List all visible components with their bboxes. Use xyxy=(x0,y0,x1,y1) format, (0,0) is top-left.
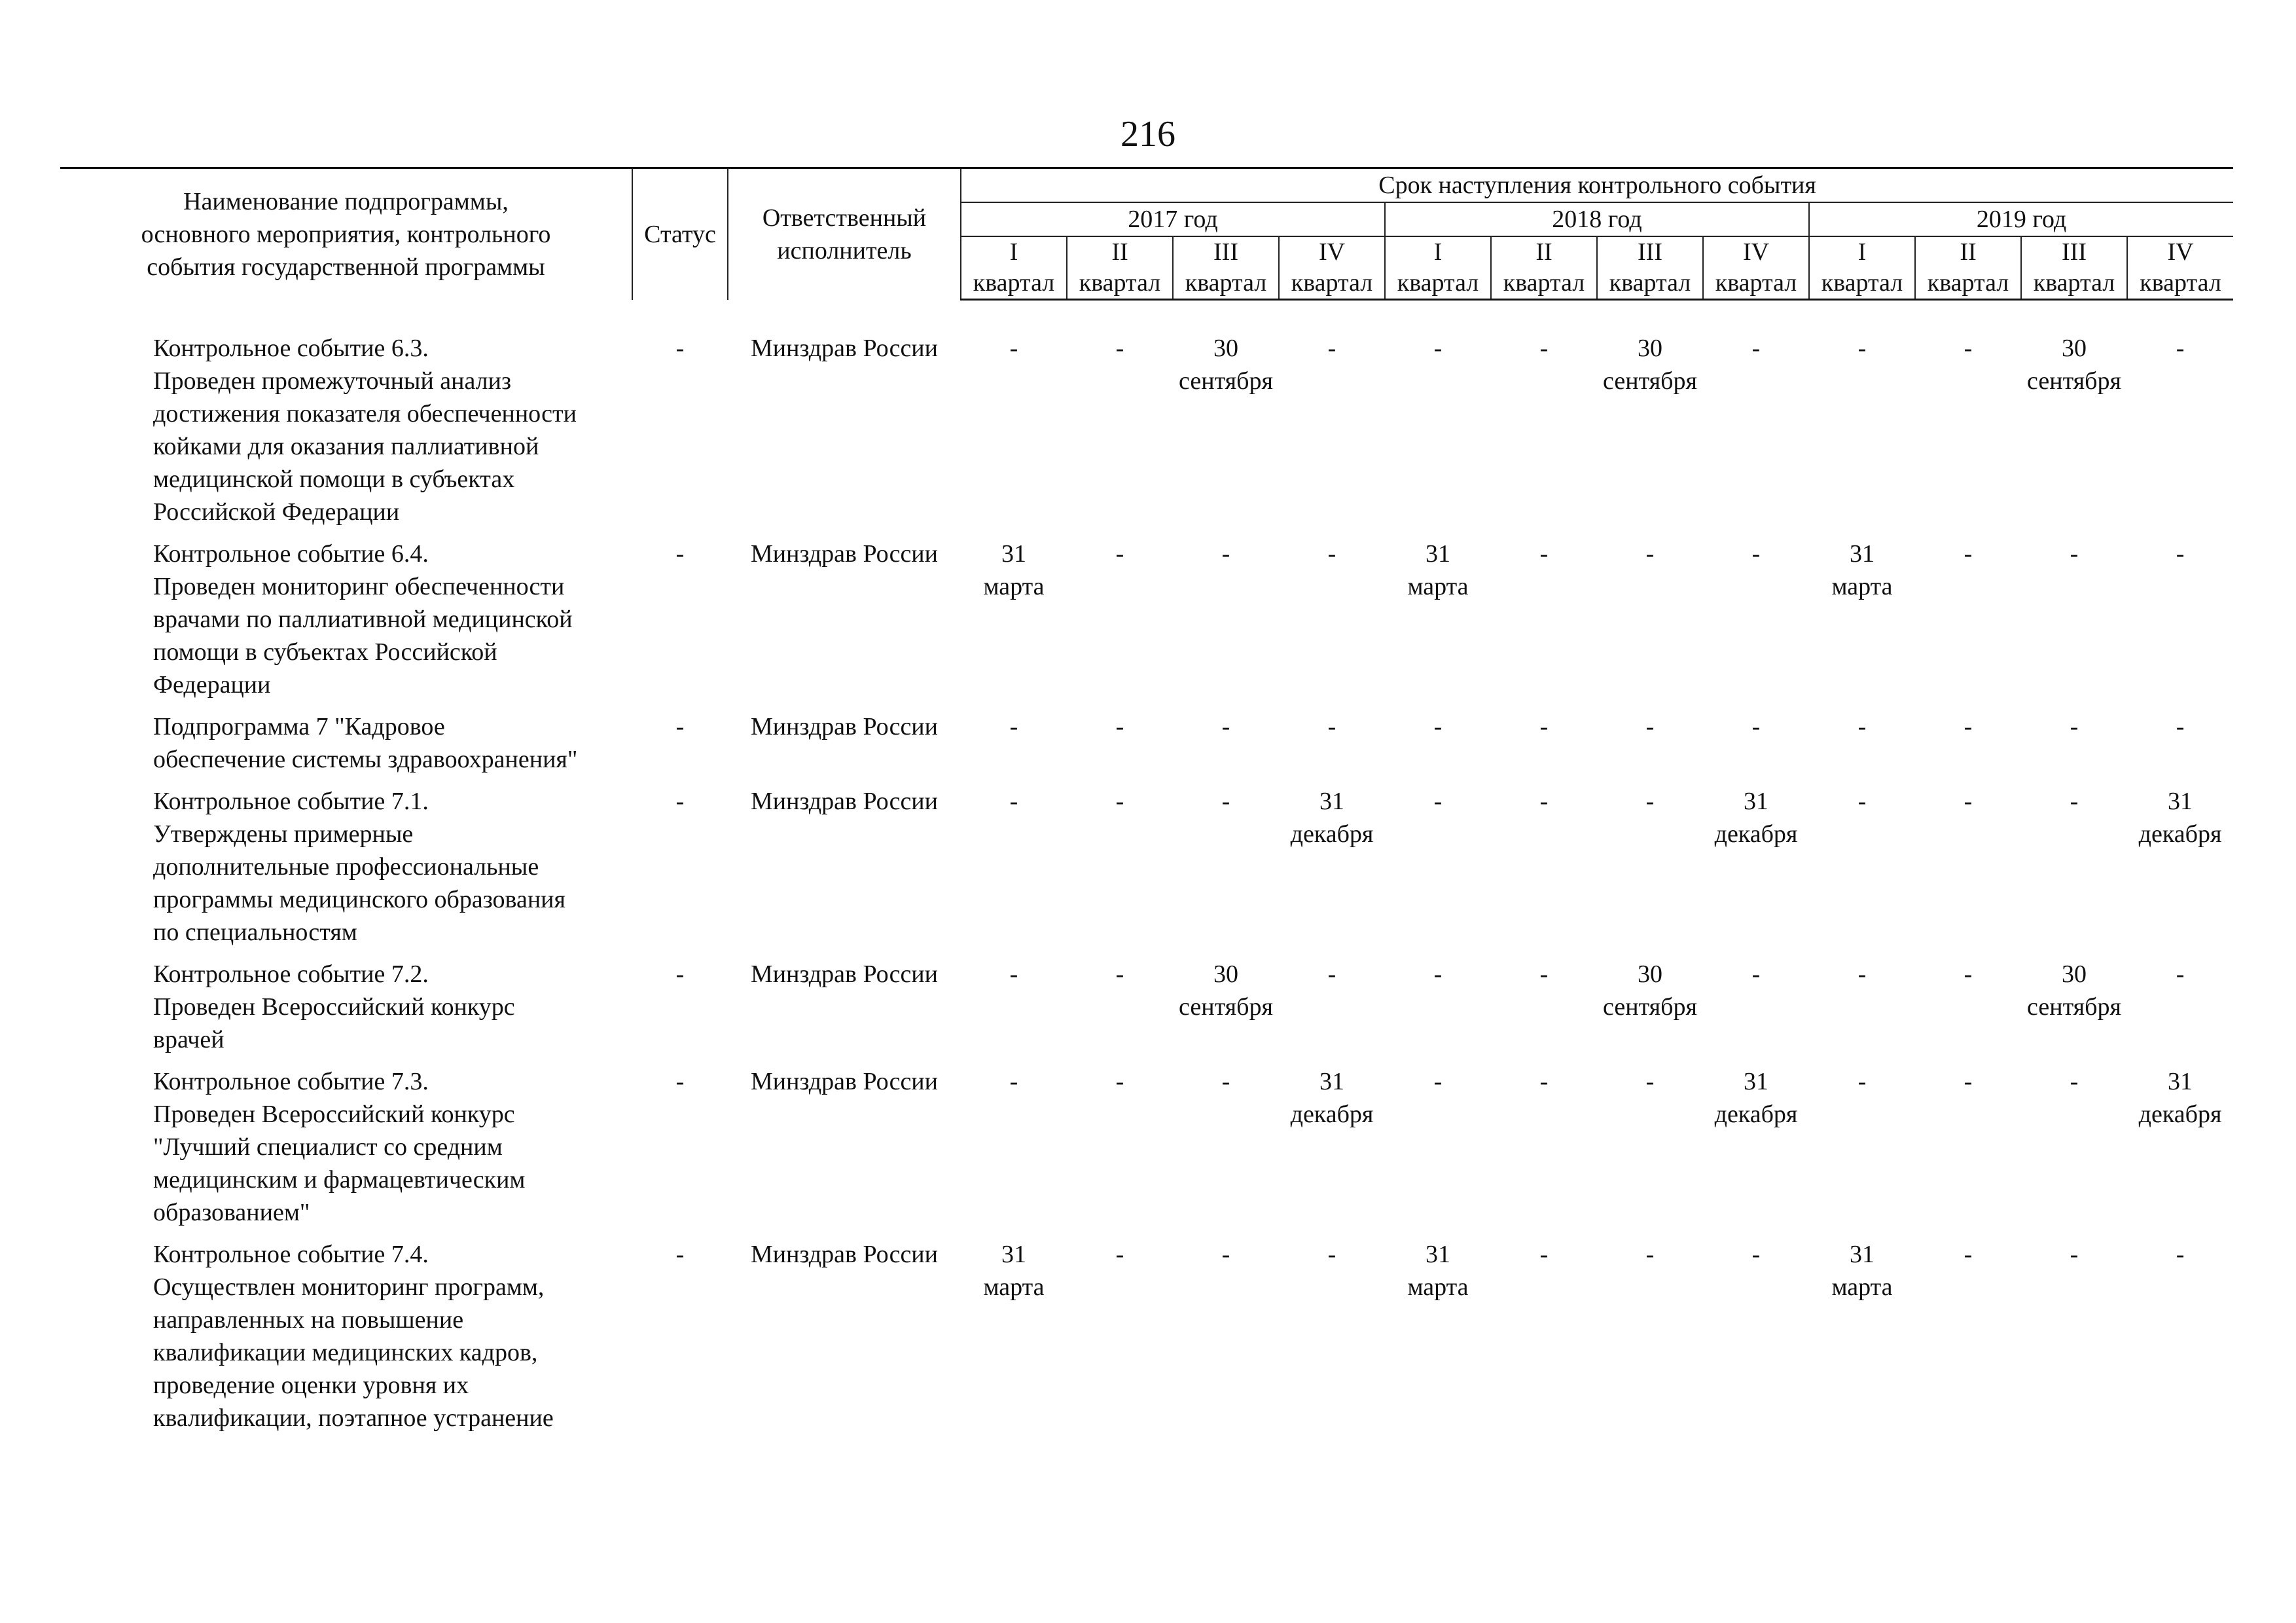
deadline-part: марта xyxy=(983,1273,1045,1301)
deadline-part: - xyxy=(1221,713,1230,740)
event-name xyxy=(60,332,632,538)
control-events-table xyxy=(60,167,2233,1444)
quarter-deadline xyxy=(1597,1238,1703,1444)
deadline-part: - xyxy=(1115,788,1124,815)
quarter-deadline xyxy=(1597,1065,1703,1238)
event-name-line: медицинской помощи в субъектах xyxy=(153,465,515,493)
event-name-line: Российской Федерации xyxy=(153,498,400,526)
deadline-part: 31 xyxy=(2168,1068,2193,1095)
event-name xyxy=(60,1238,632,1444)
quarter-deadline xyxy=(1067,785,1173,958)
event-status: - xyxy=(675,713,685,740)
deadline-part: - xyxy=(1539,540,1549,568)
quarter-deadline xyxy=(2021,538,2127,710)
quarter-deadline xyxy=(1491,1238,1597,1444)
event-name xyxy=(60,1065,632,1238)
quarter-deadline xyxy=(2127,538,2233,710)
quarter-deadline xyxy=(1809,1238,1915,1444)
event-executor: Минздрав России xyxy=(751,1068,938,1095)
deadline-part: - xyxy=(2070,540,2079,568)
quarter-deadline xyxy=(1597,710,1703,785)
deadline-part: - xyxy=(1751,335,1761,362)
quarter-numeral: III xyxy=(1597,236,1703,267)
quarter-deadline xyxy=(2127,332,2233,538)
event-name-line: программы медицинского образования xyxy=(153,886,565,913)
quarter-deadline xyxy=(1915,1065,2021,1238)
quarter-deadline xyxy=(1279,958,1385,1065)
event-name-line: образованием" xyxy=(153,1199,310,1226)
deadline-part: - xyxy=(2070,1241,2079,1268)
deadline-part: 31 xyxy=(1744,788,1768,815)
deadline-part: 31 xyxy=(1001,1241,1026,1268)
deadline-part: - xyxy=(1645,540,1655,568)
quarter-deadline xyxy=(2021,785,2127,958)
deadline-part: сентября xyxy=(1603,367,1697,395)
quarter-deadline xyxy=(1703,958,1809,1065)
deadline-part: - xyxy=(1539,335,1549,362)
deadline-part: - xyxy=(1964,1241,1973,1268)
table-row xyxy=(60,538,2233,710)
quarter-numeral: III xyxy=(1173,236,1279,267)
table-row xyxy=(60,1238,2233,1444)
deadline-part: - xyxy=(1433,335,1443,362)
deadline-part: - xyxy=(1539,1068,1549,1095)
quarter-deadline xyxy=(1703,1238,1809,1444)
deadline-part: - xyxy=(2176,713,2185,740)
deadline-part: декабря xyxy=(1290,820,1374,848)
quarter-deadline xyxy=(1809,332,1915,538)
deadline-part: - xyxy=(2176,1241,2185,1268)
deadline-part: марта xyxy=(983,573,1045,600)
deadline-part: 31 xyxy=(2168,788,2193,815)
deadline-part: 30 xyxy=(2062,960,2087,988)
event-name-line: Контрольное событие 7.3. xyxy=(153,1068,429,1095)
event-name-line: койками для оказания паллиативной xyxy=(153,433,539,460)
quarter-deadline xyxy=(1915,958,2021,1065)
deadline-part: - xyxy=(1751,960,1761,988)
event-name-line: Подпрограмма 7 "Кадровое xyxy=(153,713,445,740)
deadline-part: - xyxy=(1221,540,1230,568)
event-name xyxy=(60,538,632,710)
deadline-part: - xyxy=(1964,335,1973,362)
deadline-part: 31 xyxy=(1319,1068,1344,1095)
quarter-deadline xyxy=(961,1238,1067,1444)
quarter-deadline xyxy=(1491,332,1597,538)
event-name-line: обеспечение системы здравоохранения" xyxy=(153,746,578,773)
deadline-part: декабря xyxy=(1714,820,1798,848)
event-name-line: врачей xyxy=(153,1026,224,1053)
quarter-deadline xyxy=(1491,710,1597,785)
quarter-deadline xyxy=(1703,710,1809,785)
deadline-part: - xyxy=(2176,540,2185,568)
quarter-numeral: IV xyxy=(1279,236,1385,267)
deadline-part: - xyxy=(1857,335,1867,362)
quarter-deadline xyxy=(2127,1065,2233,1238)
quarter-deadline xyxy=(1173,332,1279,538)
event-name-line: Утверждены примерные xyxy=(153,820,414,848)
quarter-deadline xyxy=(1173,538,1279,710)
deadline-part: - xyxy=(1539,788,1549,815)
quarter-deadline xyxy=(1491,785,1597,958)
event-name xyxy=(60,710,632,785)
quarter-label: квартал xyxy=(1597,267,1703,300)
quarter-label: квартал xyxy=(1703,267,1809,300)
deadline-part: - xyxy=(1327,540,1336,568)
quarter-deadline xyxy=(1809,710,1915,785)
deadline-part: - xyxy=(1221,1068,1230,1095)
quarter-deadline xyxy=(1703,1065,1809,1238)
quarter-label: квартал xyxy=(1067,267,1173,300)
event-executor: Минздрав России xyxy=(751,788,938,815)
quarter-deadline xyxy=(1703,332,1809,538)
deadline-part: марта xyxy=(1831,1273,1893,1301)
quarter-deadline xyxy=(1173,1238,1279,1444)
event-name-line: Контрольное событие 6.4. xyxy=(153,540,429,568)
quarter-deadline xyxy=(1279,785,1385,958)
quarter-deadline xyxy=(1915,785,2021,958)
quarter-deadline xyxy=(1067,538,1173,710)
quarter-deadline xyxy=(1279,710,1385,785)
deadline-part: 31 xyxy=(1850,1241,1874,1268)
quarter-deadline xyxy=(1809,958,1915,1065)
quarter-numeral: I xyxy=(1809,236,1915,267)
deadline-part: - xyxy=(1433,713,1443,740)
quarter-deadline xyxy=(2127,1238,2233,1444)
quarter-deadline xyxy=(1703,538,1809,710)
quarter-deadline xyxy=(1279,1238,1385,1444)
deadline-part: марта xyxy=(1407,573,1469,600)
quarter-label: квартал xyxy=(1809,267,1915,300)
quarter-deadline xyxy=(1173,785,1279,958)
table-body xyxy=(60,300,2233,1444)
quarter-deadline xyxy=(1597,538,1703,710)
event-name-line: Контрольное событие 7.1. xyxy=(153,788,429,815)
deadline-part: 30 xyxy=(1213,335,1238,362)
quarter-deadline xyxy=(961,785,1067,958)
event-name-line: квалификации медицинских кадров, xyxy=(153,1339,538,1366)
event-status: - xyxy=(675,335,685,362)
deadline-part: сентября xyxy=(1179,367,1273,395)
deadline-part: - xyxy=(1115,540,1124,568)
deadline-part: - xyxy=(1009,335,1018,362)
deadline-part: - xyxy=(1645,1068,1655,1095)
quarter-deadline xyxy=(2127,958,2233,1065)
quarter-deadline xyxy=(1067,710,1173,785)
deadline-part: - xyxy=(1539,1241,1549,1268)
table-row xyxy=(60,785,2233,958)
quarter-deadline xyxy=(2021,958,2127,1065)
quarter-deadline xyxy=(1809,785,1915,958)
quarter-deadline xyxy=(961,332,1067,538)
event-executor: Минздрав России xyxy=(751,335,938,362)
event-name-line: Контрольное событие 6.3. xyxy=(153,335,429,362)
deadline-part: декабря xyxy=(1714,1101,1798,1128)
event-status: - xyxy=(675,1241,685,1268)
table-spacer xyxy=(60,300,2233,333)
quarter-deadline xyxy=(1809,538,1915,710)
deadline-part: - xyxy=(1751,713,1761,740)
deadline-part: марта xyxy=(1407,1273,1469,1301)
quarter-deadline xyxy=(961,710,1067,785)
deadline-part: 31 xyxy=(1426,1241,1450,1268)
event-name-line: проведение оценки уровня их xyxy=(153,1372,469,1399)
event-name-line: врачами по паллиативной медицинской xyxy=(153,606,573,633)
deadline-part: сентября xyxy=(1603,993,1697,1021)
deadline-part: - xyxy=(1115,960,1124,988)
table-row xyxy=(60,1065,2233,1238)
quarter-deadline xyxy=(1491,958,1597,1065)
deadline-part: - xyxy=(1433,1068,1443,1095)
quarter-numeral: III xyxy=(2021,236,2127,267)
event-name-line: по специальностям xyxy=(153,919,357,946)
header-deadline: Срок наступления контрольного события xyxy=(961,168,2233,203)
event-status: - xyxy=(675,1068,685,1095)
deadline-part: 31 xyxy=(1744,1068,1768,1095)
deadline-part: - xyxy=(1009,1068,1018,1095)
deadline-part: - xyxy=(2176,335,2185,362)
deadline-part: декабря xyxy=(1290,1101,1374,1128)
quarter-deadline xyxy=(961,1065,1067,1238)
deadline-part: марта xyxy=(1831,573,1893,600)
quarter-numeral: I xyxy=(961,236,1067,267)
quarter-deadline xyxy=(1279,332,1385,538)
quarter-deadline xyxy=(1809,1065,1915,1238)
quarter-deadline xyxy=(1385,710,1491,785)
table-row xyxy=(60,710,2233,785)
deadline-part: - xyxy=(1221,1241,1230,1268)
quarter-deadline xyxy=(1385,1065,1491,1238)
event-name-line: "Лучший специалист со средним xyxy=(153,1133,503,1161)
event-name-line: достижения показателя обеспеченности xyxy=(153,400,577,428)
deadline-part: - xyxy=(1327,713,1336,740)
deadline-part: 31 xyxy=(1001,540,1026,568)
quarter-deadline xyxy=(1067,332,1173,538)
quarter-deadline xyxy=(2021,1065,2127,1238)
quarter-deadline xyxy=(1173,1065,1279,1238)
event-name-line: Проведен Всероссийский конкурс xyxy=(153,1101,515,1128)
quarter-deadline xyxy=(1173,958,1279,1065)
event-name-line: Проведен промежуточный анализ xyxy=(153,367,511,395)
header-executor: Ответственный исполнитель xyxy=(728,168,961,300)
table-row xyxy=(60,332,2233,538)
quarter-deadline xyxy=(1279,1065,1385,1238)
header-year-2017: 2017 год xyxy=(961,202,1385,236)
quarter-deadline xyxy=(1703,785,1809,958)
event-name-line: Проведен Всероссийский конкурс xyxy=(153,993,515,1021)
quarter-deadline xyxy=(1385,785,1491,958)
quarter-deadline xyxy=(961,958,1067,1065)
quarter-deadline xyxy=(1597,332,1703,538)
quarter-numeral: IV xyxy=(2127,236,2233,267)
deadline-part: 31 xyxy=(1850,540,1874,568)
deadline-part: сентября xyxy=(2027,993,2121,1021)
deadline-part: - xyxy=(1964,960,1973,988)
quarter-label: квартал xyxy=(961,267,1067,300)
quarter-deadline xyxy=(1915,332,2021,538)
deadline-part: - xyxy=(1115,335,1124,362)
deadline-part: 30 xyxy=(1213,960,1238,988)
deadline-part: - xyxy=(1115,1068,1124,1095)
deadline-part: - xyxy=(1857,713,1867,740)
deadline-part: декабря xyxy=(2138,1101,2222,1128)
event-executor: Минздрав России xyxy=(751,1241,938,1268)
deadline-part: - xyxy=(1964,540,1973,568)
header-year-2018: 2018 год xyxy=(1385,202,1809,236)
quarter-label: квартал xyxy=(1385,267,1491,300)
event-name-line: направленных на повышение xyxy=(153,1306,464,1334)
quarter-deadline xyxy=(2021,710,2127,785)
deadline-part: декабря xyxy=(2138,820,2222,848)
quarter-deadline xyxy=(1067,958,1173,1065)
event-name xyxy=(60,785,632,958)
quarter-deadline xyxy=(1067,1065,1173,1238)
event-status: - xyxy=(675,960,685,988)
quarter-deadline xyxy=(2021,332,2127,538)
quarter-deadline xyxy=(1597,785,1703,958)
event-status: - xyxy=(675,788,685,815)
deadline-part: - xyxy=(1539,960,1549,988)
quarter-deadline xyxy=(1491,538,1597,710)
quarter-deadline xyxy=(2127,710,2233,785)
quarter-label: квартал xyxy=(1173,267,1279,300)
deadline-part: - xyxy=(2070,788,2079,815)
deadline-part: 30 xyxy=(1638,335,1662,362)
quarter-deadline xyxy=(1915,710,2021,785)
quarter-deadline xyxy=(961,538,1067,710)
deadline-part: - xyxy=(1433,960,1443,988)
deadline-part: 30 xyxy=(1638,960,1662,988)
deadline-part: - xyxy=(1964,1068,1973,1095)
deadline-part: - xyxy=(2070,1068,2079,1095)
quarter-deadline xyxy=(1491,1065,1597,1238)
quarter-deadline xyxy=(1597,958,1703,1065)
deadline-part: - xyxy=(1433,788,1443,815)
quarter-deadline xyxy=(1067,1238,1173,1444)
event-executor: Минздрав России xyxy=(751,713,938,740)
header-name: Наименование подпрограммы, основного мероприятия, контрольного события государственной программы xyxy=(60,168,632,300)
deadline-part: сентября xyxy=(2027,367,2121,395)
deadline-part: - xyxy=(2176,960,2185,988)
quarter-label: квартал xyxy=(1491,267,1597,300)
quarter-deadline xyxy=(2021,1238,2127,1444)
deadline-part: - xyxy=(1009,788,1018,815)
quarter-deadline xyxy=(1385,332,1491,538)
quarter-numeral: II xyxy=(1491,236,1597,267)
quarter-deadline xyxy=(1385,538,1491,710)
deadline-part: - xyxy=(1857,960,1867,988)
deadline-part: - xyxy=(1327,960,1336,988)
deadline-part: 30 xyxy=(2062,335,2087,362)
deadline-part: - xyxy=(1327,335,1336,362)
deadline-part: - xyxy=(1221,788,1230,815)
deadline-part: - xyxy=(1009,713,1018,740)
quarter-deadline xyxy=(1385,958,1491,1065)
deadline-part: - xyxy=(1327,1241,1336,1268)
deadline-part: - xyxy=(1751,540,1761,568)
deadline-part: - xyxy=(1857,788,1867,815)
event-name-line: Проведен мониторинг обеспеченности xyxy=(153,573,565,600)
header-status: Статус xyxy=(632,168,728,300)
event-name-line: Осуществлен мониторинг программ, xyxy=(153,1273,545,1301)
event-name-line: медицинским и фармацевтическим xyxy=(153,1166,526,1194)
deadline-part: 31 xyxy=(1426,540,1450,568)
quarter-label: квартал xyxy=(1279,267,1385,300)
quarter-numeral: II xyxy=(1067,236,1173,267)
page-number: 216 xyxy=(1121,114,1175,155)
deadline-part: - xyxy=(1645,1241,1655,1268)
quarter-label: квартал xyxy=(2127,267,2233,300)
deadline-part: - xyxy=(1115,1241,1124,1268)
deadline-part: - xyxy=(1115,713,1124,740)
quarter-deadline xyxy=(1915,538,2021,710)
event-executor: Минздрав России xyxy=(751,540,938,568)
quarter-numeral: I xyxy=(1385,236,1491,267)
event-status: - xyxy=(675,540,685,568)
event-name xyxy=(60,958,632,1065)
deadline-part: - xyxy=(1645,713,1655,740)
event-name-line: Контрольное событие 7.2. xyxy=(153,960,429,988)
deadline-part: - xyxy=(1964,788,1973,815)
quarter-label: квартал xyxy=(2021,267,2127,300)
deadline-part: - xyxy=(1751,1241,1761,1268)
deadline-part: - xyxy=(1964,713,1973,740)
deadline-part: - xyxy=(2070,713,2079,740)
deadline-part: 31 xyxy=(1319,788,1344,815)
quarter-deadline xyxy=(2127,785,2233,958)
quarter-label: квартал xyxy=(1915,267,2021,300)
event-name-line: Контрольное событие 7.4. xyxy=(153,1241,429,1268)
deadline-part: сентября xyxy=(1179,993,1273,1021)
table-header xyxy=(60,168,2233,300)
table-row xyxy=(60,958,2233,1065)
event-name-line: дополнительные профессиональные xyxy=(153,853,539,881)
deadline-part: - xyxy=(1539,713,1549,740)
event-name-line: помощи в субъектах Российской xyxy=(153,638,497,666)
quarter-numeral: II xyxy=(1915,236,2021,267)
deadline-part: - xyxy=(1645,788,1655,815)
deadline-part: - xyxy=(1009,960,1018,988)
quarter-deadline xyxy=(1915,1238,2021,1444)
quarter-deadline xyxy=(1173,710,1279,785)
header-year-2019: 2019 год xyxy=(1809,202,2233,236)
quarter-deadline xyxy=(1385,1238,1491,1444)
quarter-deadline xyxy=(1279,538,1385,710)
event-executor: Минздрав России xyxy=(751,960,938,988)
event-name-line: квалификации, поэтапное устранение xyxy=(153,1404,554,1432)
deadline-part: - xyxy=(1857,1068,1867,1095)
event-name-line: Федерации xyxy=(153,671,271,699)
quarter-numeral: IV xyxy=(1703,236,1809,267)
